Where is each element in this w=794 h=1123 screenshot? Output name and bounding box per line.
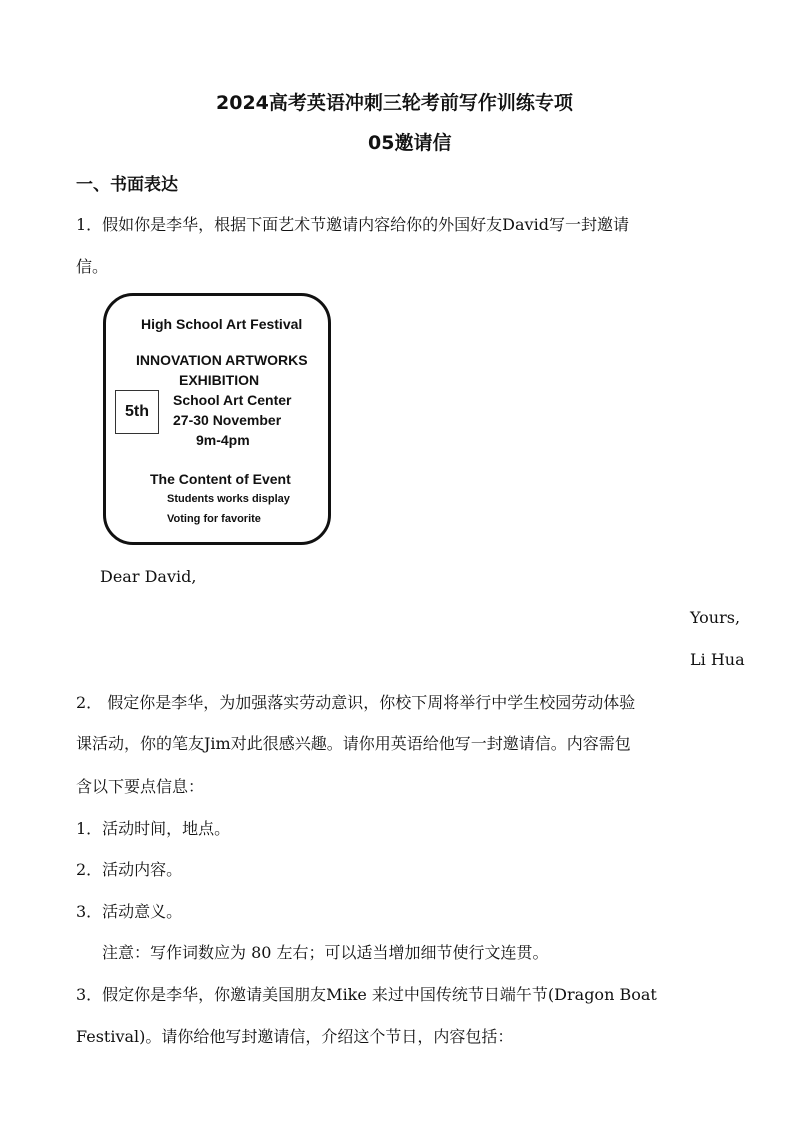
poster-headline-line1: INNOVATION ARTWORKS — [136, 352, 308, 368]
letter-greeting: Dear David, — [100, 567, 197, 586]
poster-headline-line2: EXHIBITION — [179, 372, 260, 388]
document-subtitle: 05邀请信 — [368, 132, 452, 154]
q3-text-line1: 3．假定你是李华，你邀请美国朋友Mike 来过中国传统节日端午节(Dragon Boat — [76, 985, 657, 1004]
q1-text-line1: 1．假如你是李华，根据下面艺术节邀请内容给你的外国好友David写一封邀请 — [76, 215, 629, 234]
poster-item-voting: Voting for favorite — [167, 513, 261, 525]
document-title: 2024高考英语冲刺三轮考前写作训练专项 — [216, 92, 573, 114]
q2-point-1: 1．活动时间，地点。 — [76, 819, 231, 838]
q2-text-line2: 课活动，你的笔友Jim对此很感兴趣。请你用英语给他写一封邀请信。内容需包 — [76, 734, 631, 753]
q2-text-line3: 含以下要点信息： — [76, 777, 205, 796]
q2-note: 注意：写作词数应为 80 左右；可以适当增加细节使行文连贯。 — [102, 943, 549, 962]
letter-closing: Yours, — [690, 608, 741, 627]
poster-item-display: Students works display — [167, 493, 290, 505]
q1-text-line2: 信。 — [76, 257, 109, 276]
letter-signature: Li Hua — [690, 650, 745, 669]
q2-point-3: 3．活动意义。 — [76, 902, 183, 921]
q2-point-2: 2．活动内容。 — [76, 860, 183, 879]
q2-text-line1: 2． 假定你是李华，为加强落实劳动意识，你校下周将举行中学生校园劳动体验 — [76, 693, 636, 712]
poster-venue: School Art Center — [173, 392, 292, 408]
poster-header: High School Art Festival — [141, 316, 303, 332]
q3-text-line2: Festival)。请你给他写封邀请信，介绍这个节日，内容包括： — [76, 1027, 514, 1046]
edition-badge: 5th — [115, 390, 159, 434]
section-heading: 一、书面表达 — [76, 175, 178, 195]
poster-content-title: The Content of Event — [150, 471, 291, 487]
poster-time: 9m-4pm — [196, 432, 250, 448]
poster-dates: 27-30 November — [173, 412, 282, 428]
art-festival-poster — [103, 293, 331, 545]
